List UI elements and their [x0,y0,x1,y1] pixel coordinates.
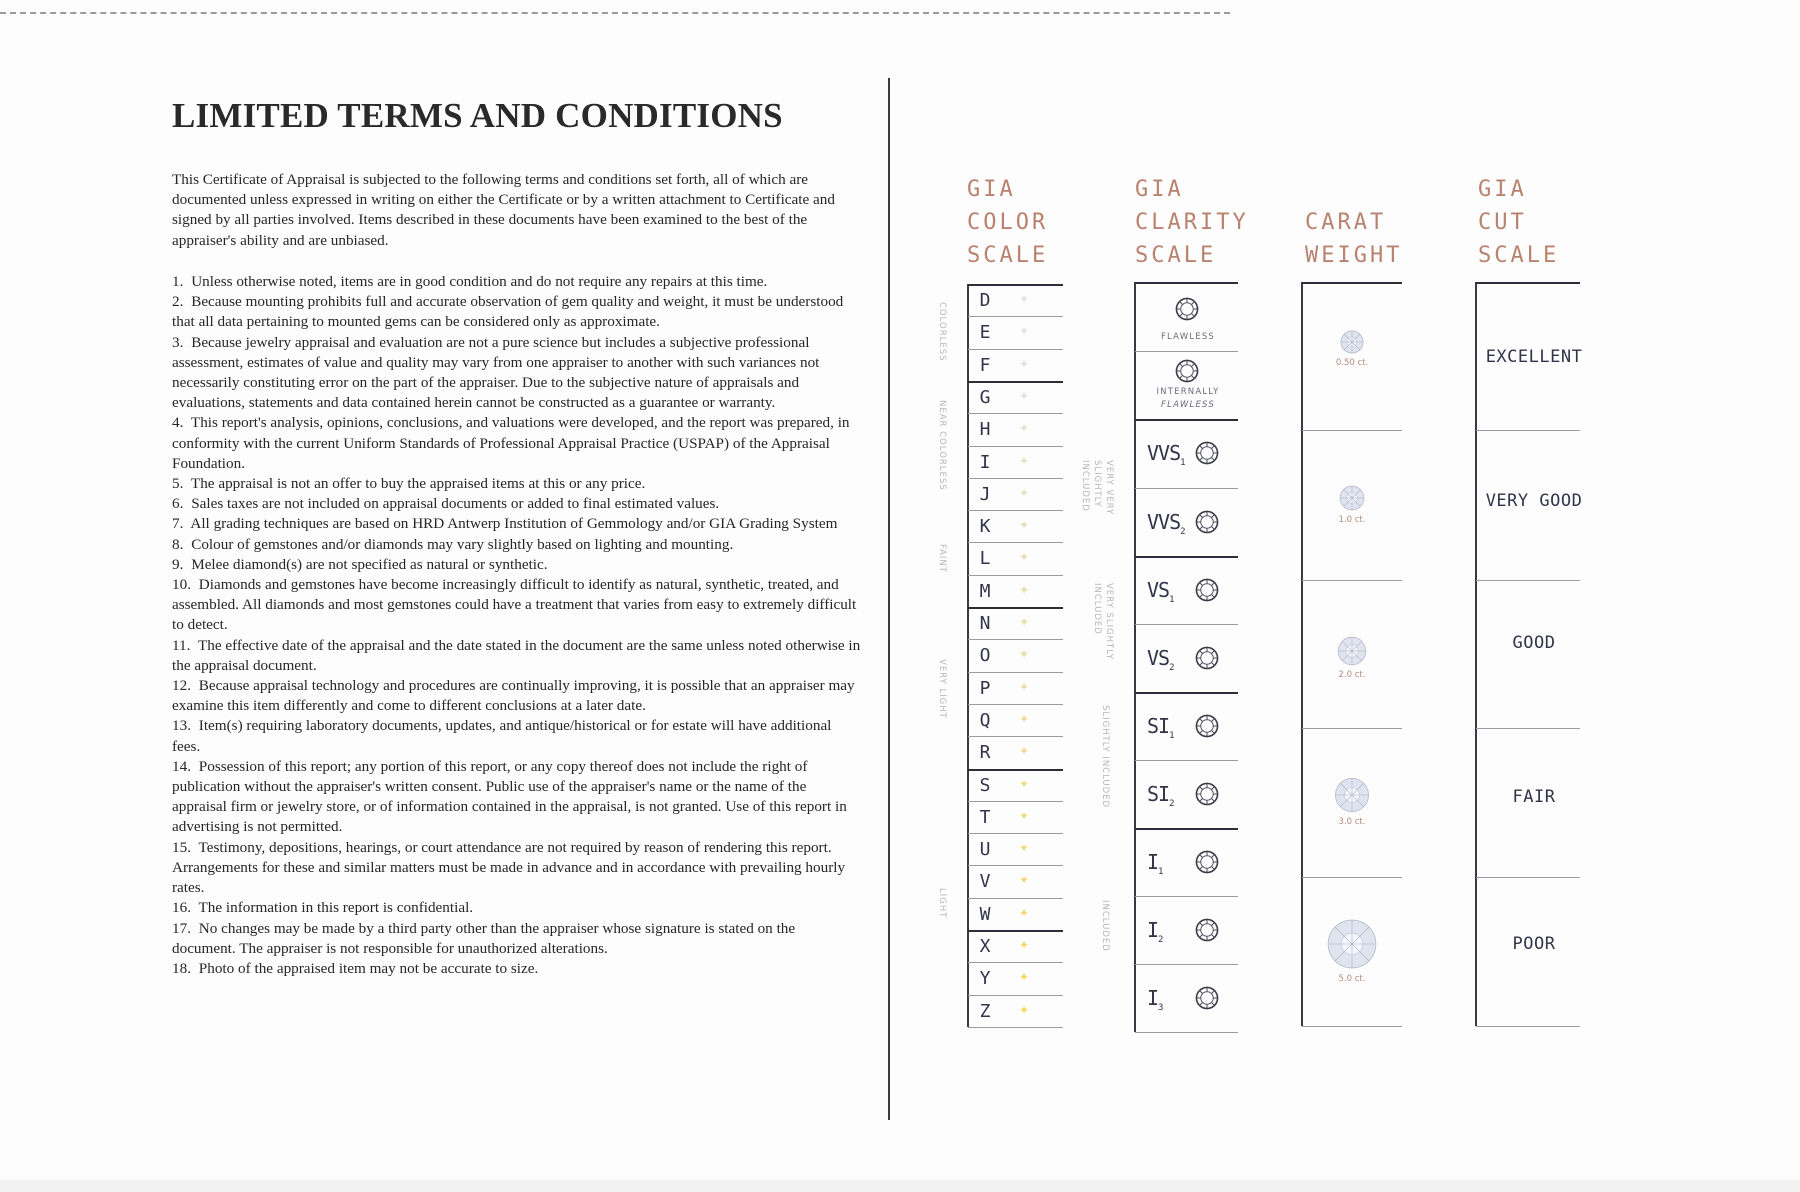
color-grade-letter: G [979,386,991,408]
term-number: 17. [172,919,191,937]
color-scale-rule [968,898,1063,899]
term-text: Unless otherwise noted, items are in good condition and do not require any repairs at this time. [191,273,768,290]
term-text: The appraisal is not an offer to buy the appraised items at this or any price. [190,475,646,493]
color-grade-letter: W [979,903,991,925]
color-scale-rule [968,639,1063,640]
clarity-diamond-icon [1195,782,1219,811]
term-number: 5. [172,475,184,493]
clarity-flawless-label: FLAWLESS [1160,332,1216,342]
cut-scale-heading: GIA CUT SCALE [1478,177,1560,268]
color-grade-letter: L [979,548,991,570]
term-number: 10. [172,576,191,594]
clarity-scale-rule [1135,556,1238,558]
diamond-tint-icon: ✦ [1018,582,1030,597]
clarity-scale-heading: GIA CLARITY SCALE [1135,177,1249,268]
cut-grade-label: POOR [1512,934,1556,954]
color-scale-rule [968,381,1063,383]
term-item [172,292,862,332]
clarity-scale-rule [1135,692,1238,694]
clarity-grade-sub: 2 [1169,663,1175,673]
term-text: This report's analysis, opinions, conclusions, and valuations were developed, and the report was prepared, in conformity with the current Uniform Standards of Professional Appraisal Practice (USPAP) of the Appraisal Foundation. [172,414,850,472]
carat-scale-border [1301,282,1303,1026]
clarity-scale-rule [1135,624,1238,625]
term-item [172,494,862,514]
term-item [172,535,862,555]
diamond-tint-icon: ✦ [1018,679,1030,694]
terms-title: LIMITED TERMS AND CONDITIONS [172,96,783,135]
diamond-tint-icon: ✦ [1018,292,1030,306]
diamond-tint-icon: ✦ [1018,905,1030,920]
clarity-grade-sub: 1 [1169,731,1175,741]
clarity-grade-sub: 2 [1158,935,1164,945]
clarity-scale-rule [1135,351,1238,352]
color-scale-rule [968,316,1063,317]
diamond-tint-icon: ✦ [1018,485,1030,500]
perforation-line [0,12,1230,14]
term-number: 9. [172,555,184,573]
term-number: 7. [172,515,184,533]
color-grade-letter: M [979,580,991,602]
color-grade-letter: H [979,419,991,441]
term-item [172,898,862,918]
carat-scale-rule [1302,580,1402,581]
cut-scale-rule [1476,877,1580,878]
diamond-tint-icon: ✦ [1018,808,1030,823]
term-number: 2. [172,293,184,311]
diamond-tint-icon: ✦ [1018,938,1030,952]
clarity-scale-rule [1135,828,1238,830]
diamond-tint-icon: ✦ [1018,518,1030,533]
clarity-grade-sub: 1 [1169,595,1175,605]
clarity-grade-base: SI [1147,714,1170,738]
diamond-tint-icon: ✦ [1018,388,1030,403]
diamond-tint-icon: ✦ [1018,711,1030,726]
term-item [172,959,862,979]
cut-grade-label: VERY GOOD [1485,491,1583,511]
color-group-label: COLORLESS [937,302,947,362]
cut-scale-rule [1476,282,1580,284]
color-scale-rule [968,446,1063,447]
clarity-grade-sub: 1 [1158,867,1164,877]
carat-scale-rule [1302,282,1402,284]
cut-grade-label: GOOD [1512,633,1556,653]
clarity-diamond-icon [1195,441,1219,470]
internally-flawless-diamond-icon [1175,359,1199,388]
color-scale-rule [968,542,1063,543]
carat-weight-label: 2.0 ct. [1338,670,1366,680]
term-number: 12. [172,677,191,695]
color-grade-letter: E [979,322,991,344]
term-text: No changes may be made by a third party other than the appraiser whose signature is stated on the document. The appraiser is not responsible for unauthorized alterations. [172,919,796,957]
clarity-grade-base: VS [1147,578,1170,602]
term-text: Sales taxes are not included on appraisal documents or added to final estimated values. [191,495,720,513]
clarity-diamond-icon [1195,986,1219,1015]
color-grade-letter: F [979,354,991,376]
term-text: Colour of gemstones and/or diamonds may vary slightly based on lighting and mounting. [191,535,734,553]
term-number: 11. [172,636,191,654]
carat-diamond-icon [1326,918,1378,975]
color-grade-letter: Y [979,968,991,990]
term-item [172,636,862,676]
carat-weight-label: 5.0 ct. [1338,974,1366,984]
color-grade-letter: R [979,742,991,764]
term-text: The effective date of the appraisal and the date stated in the document are the same unless noted otherwise in the appraisal document. [172,636,861,674]
clarity-grade-base: VS [1147,646,1170,670]
color-group-label: LIGHT [937,888,947,919]
color-grade-letter: J [979,483,991,505]
color-group-label: VERY LIGHT [937,659,947,719]
color-scale-rule [968,575,1063,576]
term-text: The information in this report is confidential. [198,899,474,917]
color-scale-rule [968,736,1063,737]
clarity-diamond-icon [1195,918,1219,947]
color-scale-heading: GIA COLOR SCALE [967,177,1049,268]
color-scale-border [967,284,969,1027]
clarity-grade-base: I [1147,918,1159,942]
clarity-diamond-icon [1195,850,1219,879]
clarity-scale-rule [1135,1032,1238,1033]
color-scale-rule [968,478,1063,479]
term-item [172,555,862,575]
clarity-grade-base: I [1147,850,1159,874]
term-number: 15. [172,838,191,856]
carat-weight-label: 1.0 ct. [1338,515,1366,525]
clarity-scale-rule [1135,488,1238,489]
cut-scale-rule [1476,1026,1580,1027]
carat-weight-label: 3.0 ct. [1338,817,1366,827]
clarity-group-label: SLIGHTLY INCLUDED [1100,705,1110,809]
term-number: 6. [172,495,184,513]
term-item [172,575,862,636]
clarity-diamond-icon [1195,646,1219,675]
carat-scale-rule [1302,430,1402,431]
clarity-scale-border [1134,282,1136,1032]
term-number: 1. [172,273,184,290]
term-item [172,333,862,414]
term-text: Testimony, depositions, hearings, or court attendance are not required by reason of rendering this report. Arrangements for these and similar matters must be made in advance and in accordance with prevailing hourly rates. [172,838,846,897]
carat-scale-rule [1302,1026,1402,1027]
cut-grade-label: EXCELLENT [1485,347,1583,367]
term-item [172,514,862,534]
term-item [172,413,862,474]
color-scale-rule [968,962,1063,963]
clarity-if-label [1140,386,1236,412]
clarity-grade-base: VVS [1147,441,1181,465]
diamond-tint-icon: ✦ [1018,841,1030,856]
diamond-tint-icon: ✦ [1018,744,1030,759]
diamond-tint-icon: ✦ [1018,550,1030,565]
clarity-grade-base: SI [1147,782,1170,806]
carat-diamond-icon [1339,485,1365,516]
clarity-grade-sub: 1 [1180,458,1186,468]
color-grade-letter: I [979,451,991,473]
term-text: All grading techniques are based on HRD Antwerp Institution of Gemmology and/or GIA Grading System [190,515,838,533]
clarity-scale-rule [1135,760,1238,761]
color-scale-rule [968,1027,1063,1028]
diamond-tint-icon: ✦ [1018,356,1030,371]
diamond-tint-icon: ✦ [1018,1002,1030,1017]
clarity-grade-base: I [1147,986,1159,1010]
term-text: Photo of the appraised item may not be accurate to size. [198,959,539,977]
clarity-group-label: VERY SLIGHTLY INCLUDED [1092,583,1114,661]
carat-weight-heading: CARAT WEIGHT [1305,210,1403,268]
terms-intro: This Certificate of Appraisal is subjected to the following terms and conditions set forth, all of which are documented unless expressed in writing on either the Certificate or by a written attachment to Certificate and signed by all parties involved. Items described in these documents have been examined to the best of the appraiser's ability and are unbiased. [172,171,835,249]
scan-edge [0,1180,1800,1192]
color-scale-rule [968,995,1063,996]
cut-scale-rule [1476,728,1580,729]
carat-diamond-icon [1340,330,1364,359]
clarity-group-label: INCLUDED [1100,900,1110,952]
term-text: Because mounting prohibits full and accurate observation of gem quality and weight, it must be understood that all data pertaining to mounted gems can be considered only as approximate. [172,293,844,331]
clarity-if-line1: INTERNALLY [1156,387,1220,397]
clarity-group-label: VERY VERY SLIGHTLY INCLUDED [1080,460,1114,516]
term-item [172,676,862,716]
terms-list [172,272,862,979]
color-scale-rule [968,510,1063,511]
color-scale-rule [968,672,1063,673]
carat-diamond-icon [1337,636,1367,671]
term-item [172,272,862,292]
color-grade-letter: P [979,677,991,699]
color-scale-rule [968,833,1063,834]
term-number: 8. [172,535,184,553]
color-grade-letter: D [979,290,991,311]
term-item [172,838,862,899]
clarity-grade-sub: 2 [1180,527,1186,537]
term-text: Possession of this report; any portion of this report, or any copy thereof does not include the right of publication without the appraiser's written consent. Public use of the appraiser's name or the name of the appraisal firm or jewelry store, or of information contained in the appraisal, is not granted. Use of this report in advertising is not permitted. [172,757,847,836]
term-number: 16. [172,899,191,917]
term-item [172,474,862,494]
color-group-label: NEAR COLORLESS [937,400,947,491]
diamond-tint-icon: ✦ [1018,421,1030,436]
term-text: Item(s) requiring laboratory documents, updates, and antique/historical or for estate will have additional fees. [172,717,832,755]
clarity-diamond-icon [1195,714,1219,743]
term-item [172,716,862,756]
carat-scale-rule [1302,877,1402,878]
term-text: Because appraisal technology and procedures are continually improving, it is possible that an appraiser may examine this item differently and come to different conclusions at a later date. [172,677,855,715]
term-text: Diamonds and gemstones have become increasingly difficult to identify as natural, synthetic, treated, and assembled. All diamonds and most gemstones could have a treatment that varies from easy to extremely difficult to detect. [172,576,857,634]
color-scale-rule [968,930,1063,932]
term-text: Because jewelry appraisal and evaluation are not a pure science but includes a subjective professional assessment, estimates of value and quality may vary from one appraiser to another with such variances not necessarily constituting error on the part of the appraiser. Due to the subjective nature of appraisals and evaluations, statements and data contained herein cannot be constructed as a guarantee or warranty. [172,333,820,412]
diamond-tint-icon: ✦ [1018,873,1030,888]
color-scale-rule [968,865,1063,866]
color-grade-letter: X [979,936,991,957]
color-grade-letter: Q [979,709,991,731]
term-number: 14. [172,757,191,775]
color-grade-letter: T [979,806,991,828]
diamond-tint-icon: ✦ [1018,776,1030,791]
term-item [172,757,862,838]
fold-divider [888,78,890,1120]
cut-grade-label: FAIR [1512,787,1556,807]
carat-diamond-icon [1334,777,1370,818]
clarity-diamond-icon [1195,578,1219,607]
color-grade-letter: K [979,516,991,538]
term-number: 18. [172,959,191,977]
clarity-scale-top-rule [1135,282,1238,284]
cut-scale-rule [1476,580,1580,581]
term-text: Melee diamond(s) are not specified as natural or synthetic. [191,555,548,573]
color-scale-top-rule [968,284,1063,286]
carat-weight-label: 0.50 ct. [1335,358,1369,368]
clarity-diamond-icon [1195,510,1219,539]
diamond-tint-icon: ✦ [1018,647,1030,662]
color-scale-rule [968,607,1063,609]
flawless-diamond-icon [1175,297,1199,326]
color-scale-rule [968,704,1063,705]
carat-scale-rule [1302,728,1402,729]
clarity-scale-rule [1135,419,1238,421]
term-number: 13. [172,717,191,735]
color-grade-letter: V [979,871,991,893]
color-grade-letter: N [979,613,991,634]
clarity-scale-rule [1135,896,1238,897]
clarity-grade-sub: 3 [1158,1003,1164,1013]
color-scale-rule [968,413,1063,414]
color-grade-letter: U [979,839,991,861]
term-number: 4. [172,414,184,432]
diamond-tint-icon: ✦ [1018,970,1030,985]
color-scale-rule [968,349,1063,350]
color-group-label: FAINT [937,544,947,573]
clarity-scale-rule [1135,964,1238,965]
color-scale-rule [968,801,1063,802]
cut-scale-border [1475,282,1477,1026]
color-grade-letter: S [979,774,991,796]
color-scale-rule [968,769,1063,771]
diamond-tint-icon: ✦ [1018,324,1030,339]
clarity-if-line2: FLAWLESS [1161,400,1215,410]
term-item [172,919,862,959]
clarity-grade-base: VVS [1147,510,1181,534]
term-number: 3. [172,333,184,351]
color-grade-letter: O [979,645,991,667]
diamond-tint-icon: ✦ [1018,453,1030,468]
clarity-grade-sub: 2 [1169,799,1175,809]
cut-scale-rule [1476,430,1580,431]
color-grade-letter: Z [979,1000,991,1022]
diamond-tint-icon: ✦ [1018,615,1030,629]
